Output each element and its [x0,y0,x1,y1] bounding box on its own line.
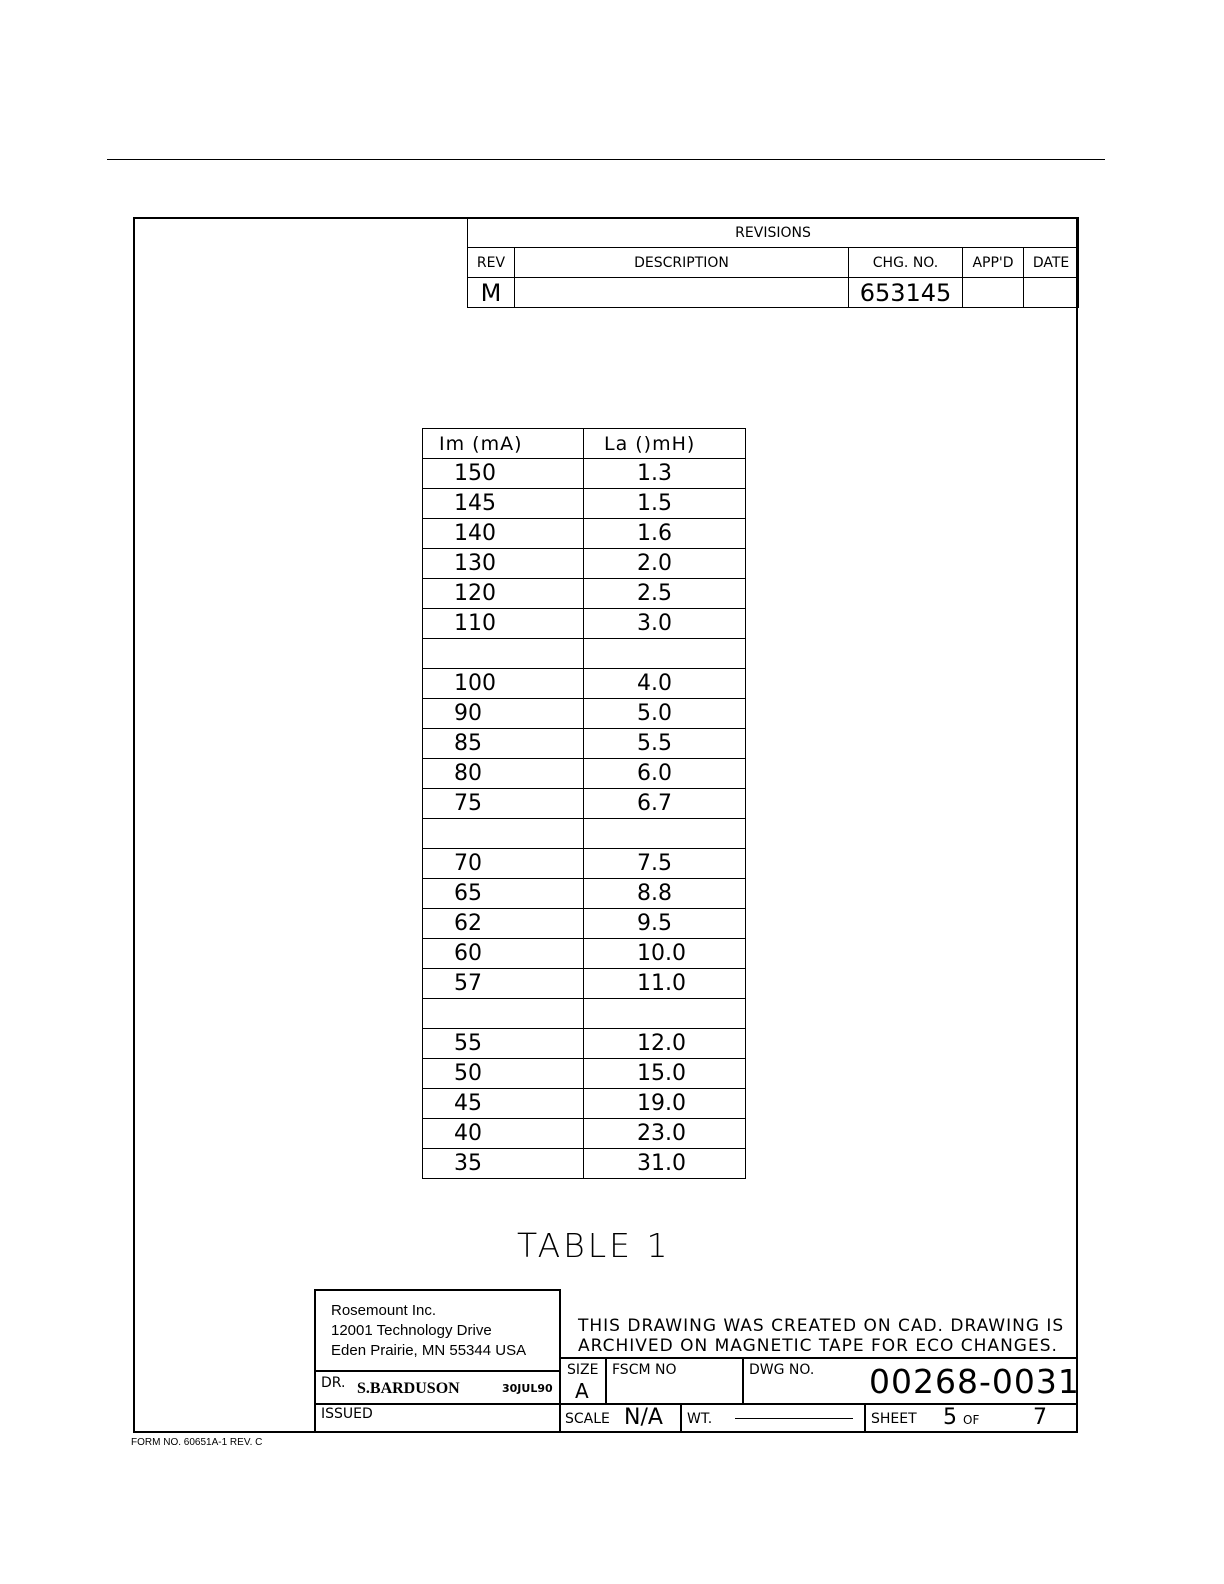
chg-no-header: CHG. NO. [849,248,963,278]
table-row [423,1119,746,1149]
current-cell: 57 [423,969,584,999]
inductance-cell: 1.5 [584,489,746,519]
current-cell: 50 [423,1059,584,1089]
address-line-2: Eden Prairie, MN 55344 USA [331,1342,527,1359]
company-name: Rosemount Inc. [331,1302,437,1319]
cad-note-line-2: ARCHIVED ON MAGNETIC TAPE FOR ECO CHANGES. [578,1336,1058,1356]
current-cell: 150 [423,459,584,489]
current-cell: 40 [423,1119,584,1149]
inductance-cell: 1.6 [584,519,746,549]
revisions-block [467,217,1079,308]
current-cell: 85 [423,729,584,759]
weight-label: WT. [687,1411,713,1427]
current-cell: 145 [423,489,584,519]
table-row [423,519,746,549]
appd-value [963,278,1024,308]
description-value [515,278,849,308]
sheet-label: SHEET [871,1411,917,1427]
inductance-cell: 2.5 [584,579,746,609]
inductance-cell: 8.8 [584,879,746,909]
current-cell: 35 [423,1149,584,1179]
drawing-number: 00268-0031 [869,1362,1080,1401]
rev-value: M [468,278,515,308]
inductance-cell: 6.0 [584,759,746,789]
table-caption: TABLE 1 [517,1226,671,1265]
address-line-1: 12001 Technology Drive [331,1322,492,1339]
spacer-row [423,639,746,669]
table-row [423,909,746,939]
current-cell: 90 [423,699,584,729]
current-cell: 45 [423,1089,584,1119]
table-row [423,759,746,789]
spacer-row [423,819,746,849]
table-row [423,1029,746,1059]
inductance-cell: 31.0 [584,1149,746,1179]
current-cell [423,999,584,1029]
inductance-cell [584,639,746,669]
top-rule [107,159,1105,160]
table-row [423,549,746,579]
dr-label: DR. [321,1375,346,1391]
appd-header: APP'D [963,248,1024,278]
inductance-cell: 1.3 [584,459,746,489]
inductance-cell: 19.0 [584,1089,746,1119]
inductance-cell: 11.0 [584,969,746,999]
current-cell [423,819,584,849]
current-cell: 70 [423,849,584,879]
scale-value: N/A [624,1405,663,1430]
current-cell [423,639,584,669]
current-cell: 65 [423,879,584,909]
current-cell: 60 [423,939,584,969]
size-label: SIZE [567,1362,599,1378]
current-cell: 75 [423,789,584,819]
form-number: FORM NO. 60651A-1 REV. C [131,1437,263,1448]
table-row [423,1059,746,1089]
table-row [423,729,746,759]
inductance-cell: 2.0 [584,549,746,579]
drawn-date: 30JUL90 [502,1382,553,1395]
current-cell: 80 [423,759,584,789]
data-table [422,428,746,1179]
dwg-no-label: DWG NO. [749,1362,815,1378]
table-row [423,849,746,879]
current-cell: 100 [423,669,584,699]
date-header: DATE [1024,248,1079,278]
inductance-cell: 7.5 [584,849,746,879]
drafter-name: S.BARDUSON [357,1380,460,1397]
inductance-column-header: La ()mH) [584,429,746,459]
chg-no-value: 653145 [849,278,963,308]
current-column-header: Im (mA) [423,429,584,459]
table-row [423,459,746,489]
table-row [423,969,746,999]
inductance-cell: 3.0 [584,609,746,639]
revisions-title: REVISIONS [468,218,1079,248]
description-header: DESCRIPTION [515,248,849,278]
inductance-cell: 9.5 [584,909,746,939]
table-row [423,789,746,819]
inductance-cell [584,819,746,849]
of-label: OF [963,1413,980,1427]
cad-note-line-1: THIS DRAWING WAS CREATED ON CAD. DRAWING IS [578,1316,1065,1336]
table-row [423,879,746,909]
fscm-label: FSCM NO [612,1362,677,1378]
inductance-cell: 12.0 [584,1029,746,1059]
table-row [423,489,746,519]
inductance-cell: 23.0 [584,1119,746,1149]
inductance-cell: 15.0 [584,1059,746,1089]
current-cell: 120 [423,579,584,609]
current-cell: 55 [423,1029,584,1059]
table-row [423,1089,746,1119]
table-row [423,609,746,639]
sheet-total: 7 [1033,1405,1047,1430]
table-row [423,939,746,969]
current-cell: 62 [423,909,584,939]
current-cell: 140 [423,519,584,549]
current-cell: 110 [423,609,584,639]
inductance-cell: 10.0 [584,939,746,969]
inductance-cell [584,999,746,1029]
current-cell: 130 [423,549,584,579]
scale-label: SCALE [565,1411,610,1427]
table-row [423,699,746,729]
spacer-row [423,999,746,1029]
issued-label: ISSUED [321,1406,373,1422]
inductance-cell: 5.0 [584,699,746,729]
inductance-cell: 5.5 [584,729,746,759]
table-row [423,579,746,609]
table-row [423,669,746,699]
size-value: A [575,1379,589,1403]
table-header-row [423,429,746,459]
table-row [423,1149,746,1179]
inductance-cell: 4.0 [584,669,746,699]
date-value [1024,278,1079,308]
inductance-cell: 6.7 [584,789,746,819]
rev-header: REV [468,248,515,278]
sheet-number: 5 [943,1405,957,1430]
